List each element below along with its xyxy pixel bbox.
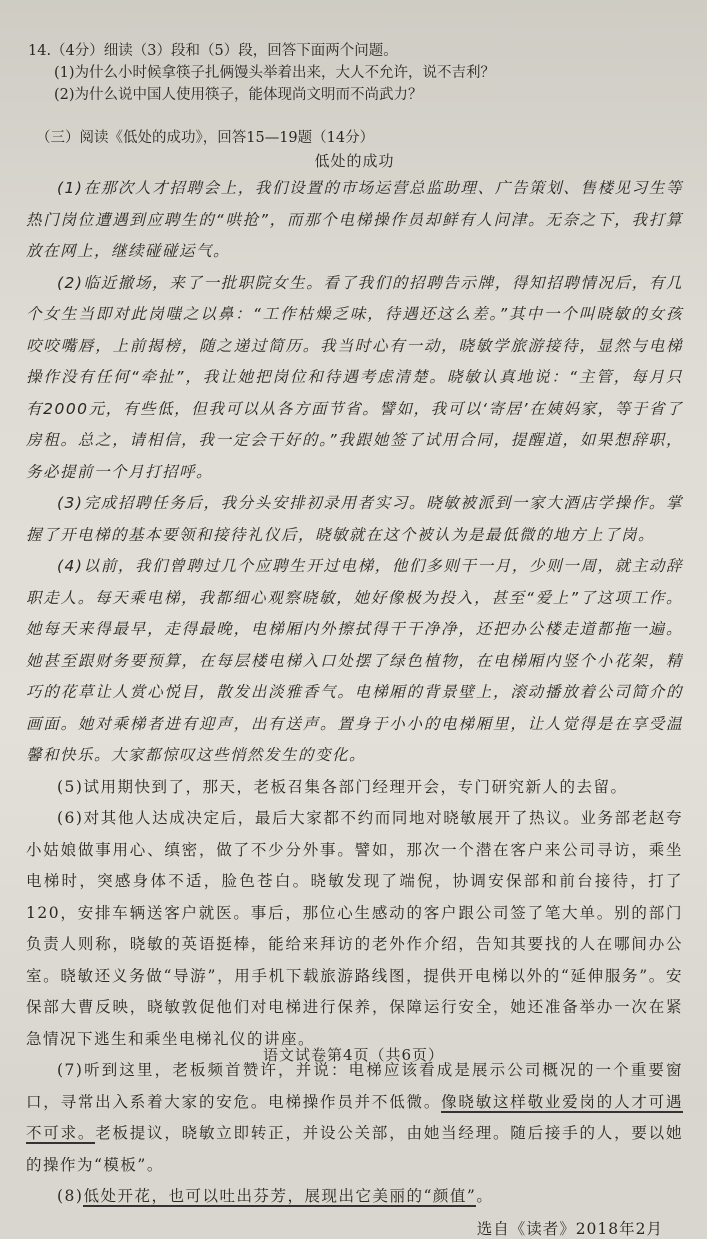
question-14 [26, 40, 683, 106]
underlined-closing-sentence: 低处开花，也可以吐出芬芳，展现出它美丽的“颜值” [83, 1187, 477, 1205]
page-footer: 语文试卷第4页（共6页） [262, 1046, 445, 1064]
article-source: 选自《读者》2018年2月 [476, 1219, 663, 1238]
paragraph-7-text-after: 老板提议，晓敏立即转正，并设公关部，由她当经理。随后接手的人，要以她的操作为“模板”。 [26, 1124, 683, 1174]
question-14-part-2: (2)为什么说中国人使用筷子，能体现尚文明而不尚武力？ [54, 87, 423, 103]
question-14-heading: 14.（4分）细读（3）段和（5）段，回答下面两个问题。 [28, 43, 398, 59]
question-14-part-1: (1)为什么小时候拿筷子扎俩馒头举着出来，大人不允许，说不吉利？ [54, 65, 496, 81]
article-paragraph-6: (6)对其他人达成决定后，最后大家都不约而同地对晓敏展开了热议。业务部老赵夸小姑娘做事用心、缜密，做了不少分外事。譬如，那次一个潜在客户来公司寻访，乘坐电梯时，突感身体不适，脸色苍白。晓敏发现了端倪，协调安保部和前台接待，打了120，安排车辆送客户就医。事后，那位心生感动的客户跟公司签了笔大单。别的部门负责人则称，晓敏的英语挺棒，能给来拜访的老外作介绍，告知其要找的人在哪间办公室。晓敏还义务做“导游”，用手机下载旅游路线图，提供开电梯以外的“延伸服务”。安保部大曹反映，晓敏敦促他们对电梯进行保养，保障运行安全，她还准备举办一次在紧急情况下逃生和乘坐电梯礼仪的讲座。 [26, 809, 683, 1048]
article-paragraph-1: (1)在那次人才招聘会上，我们设置的市场运营总监助理、广告策划、售楼见习生等热门岗位遭遇到应聘生的“哄抢”，而那个电梯操作员却鲜有人问津。无奈之下，我打算放在网上，继续碰碰运气。 [26, 179, 683, 260]
article-paragraph-4: (4)以前，我们曾聘过几个应聘生开过电梯，他们多则干一月，少则一周，就主动辞职走人。每天乘电梯，我都细心观察晓敏，她好像极为投入，甚至“爱上”了这项工作。她每天来得最早，走得最晚，电梯厢内外擦拭得干干净净，还把办公楼走道都拖一遍。她甚至跟财务要预算，在每层楼电梯入口处摆了绿色植物，在电梯厢内竖个小花架，精巧的花草让人赏心悦目，散发出淡雅香气。电梯厢的背景壁上，滚动播放着公司简介的画面。她对乘梯者进有迎声，出有送声。置身于小小的电梯厢里，让人觉得是在享受温馨和快乐。大家都惊叹这些悄然发生的变化。 [26, 557, 683, 764]
article-title: 低处的成功 [314, 152, 395, 170]
article-paragraph-5: (5)试用期快到了，那天，老板召集各部门经理开会，专门研究新人的去留。 [57, 777, 628, 796]
underlined-sentence: 像晓敏这样敬业爱岗的人才可遇不可求。 [26, 1092, 683, 1142]
paragraph-8-number: (8) [57, 1187, 84, 1205]
paragraph-7-text-before: (7)听到这里，老板频首赞许，并说：电梯应该看成是展示公司概况的一个重要窗口，寻常出入系着大家的安危。电梯操作员并不低微。 [26, 1061, 683, 1111]
reading-section-heading: （三）阅读《低处的成功》，回答15—19题（14分） [36, 130, 375, 146]
article-paragraph-2: (2)临近撤场，来了一批职院女生。看了我们的招聘告示牌，得知招聘情况后，有几个女生当即对此岗嗤之以鼻：“工作枯燥乏味，待遇还这么差。”其中一个叫晓敏的女孩咬咬嘴唇，上前揭榜，随之递过简历。我当时心有一动，晓敏学旅游接待，显然与电梯操作没有任何“牵扯”，我让她把岗位和待遇考虑清楚。晓敏认真地说：“主管，每月只有2000元，有些低，但我可以从各方面节省。譬如，我可以‘寄居’在姨妈家，等于省了房租。总之，请相信，我一定会干好的。”我跟她签了试用合同，提醒道，如果想辞职，务必提前一个月打招呼。 [26, 273, 683, 481]
paragraph-8-end: 。 [476, 1187, 494, 1205]
article-paragraph-8 [26, 1181, 683, 1213]
article-paragraph-7 [26, 1055, 683, 1181]
article-paragraph-3: (3)完成招聘任务后，我分头安排初录用者实习。晓敏被派到一家大酒店学操作。掌握了开电梯的基本要领和接待礼仪后，晓敏就在这个被认为是最低微的地方上了岗。 [26, 494, 683, 544]
